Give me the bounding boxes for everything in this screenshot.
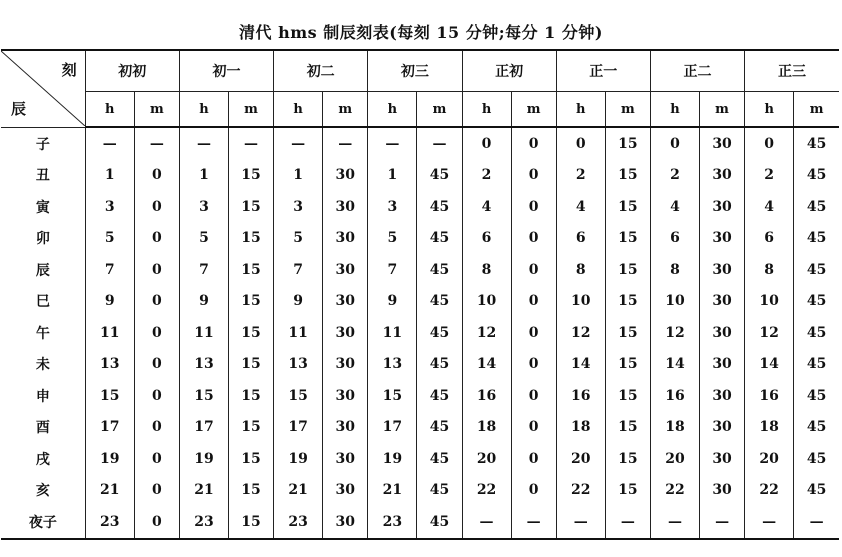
- hour-cell: —: [556, 506, 605, 539]
- minute-cell: 15: [605, 127, 650, 160]
- table-body: [1, 127, 839, 539]
- group-header-5: 正初: [462, 50, 556, 92]
- minute-cell: 0: [134, 160, 179, 192]
- minute-cell: 15: [229, 443, 274, 475]
- hour-cell: 2: [556, 160, 605, 192]
- group-header-8: 正三: [745, 50, 839, 92]
- minute-cell: 15: [229, 160, 274, 192]
- hour-cell: 4: [462, 191, 511, 223]
- hour-cell: —: [179, 127, 228, 160]
- hour-cell: 20: [462, 443, 511, 475]
- hour-cell: 19: [368, 443, 417, 475]
- hour-cell: 12: [650, 317, 699, 349]
- hour-cell: 23: [179, 506, 228, 539]
- hour-cell: 10: [462, 286, 511, 318]
- minute-cell: 30: [323, 349, 368, 381]
- minute-cell: 0: [511, 317, 556, 349]
- minute-cell: 15: [229, 506, 274, 539]
- hour-cell: 7: [368, 254, 417, 286]
- hour-cell: 12: [462, 317, 511, 349]
- minute-cell: 45: [794, 475, 839, 507]
- hour-cell: 4: [556, 191, 605, 223]
- minute-cell: 30: [323, 317, 368, 349]
- hour-cell: 5: [368, 223, 417, 255]
- hour-cell: 1: [85, 160, 134, 192]
- hour-cell: 2: [745, 160, 794, 192]
- minute-cell: 0: [511, 191, 556, 223]
- unit-m-header: m: [323, 92, 368, 128]
- hour-cell: 1: [368, 160, 417, 192]
- hour-cell: 13: [179, 349, 228, 381]
- minute-cell: —: [134, 127, 179, 160]
- minute-cell: 15: [229, 349, 274, 381]
- hour-cell: 0: [556, 127, 605, 160]
- minute-cell: 0: [134, 191, 179, 223]
- minute-cell: 15: [605, 160, 650, 192]
- hour-cell: 0: [462, 127, 511, 160]
- hour-cell: 22: [462, 475, 511, 507]
- minute-cell: 45: [794, 286, 839, 318]
- hour-cell: 7: [85, 254, 134, 286]
- hour-cell: 8: [556, 254, 605, 286]
- minute-cell: 0: [511, 443, 556, 475]
- minute-cell: 15: [605, 286, 650, 318]
- hour-cell: 12: [556, 317, 605, 349]
- minute-cell: 45: [794, 412, 839, 444]
- minute-cell: 30: [700, 286, 745, 318]
- row-label: 午: [1, 317, 85, 349]
- hour-cell: 2: [462, 160, 511, 192]
- minute-cell: —: [323, 127, 368, 160]
- minute-cell: 45: [417, 443, 462, 475]
- hour-cell: 10: [650, 286, 699, 318]
- minute-cell: 45: [417, 412, 462, 444]
- minute-cell: 30: [700, 412, 745, 444]
- hour-cell: 19: [179, 443, 228, 475]
- hour-cell: 14: [745, 349, 794, 381]
- minute-cell: 45: [417, 317, 462, 349]
- group-header-4: 初三: [368, 50, 462, 92]
- hour-cell: 14: [650, 349, 699, 381]
- row-label: 巳: [1, 286, 85, 318]
- minute-cell: —: [700, 506, 745, 539]
- minute-cell: 45: [417, 286, 462, 318]
- hour-cell: 19: [85, 443, 134, 475]
- minute-cell: 45: [794, 127, 839, 160]
- time-conversion-table: [1, 49, 839, 540]
- minute-cell: 0: [511, 127, 556, 160]
- minute-cell: 0: [134, 317, 179, 349]
- hour-cell: —: [368, 127, 417, 160]
- row-label: 酉: [1, 412, 85, 444]
- hour-cell: 21: [368, 475, 417, 507]
- row-label: 亥: [1, 475, 85, 507]
- unit-h-header: h: [85, 92, 134, 128]
- hour-cell: 6: [650, 223, 699, 255]
- minute-cell: 45: [417, 160, 462, 192]
- unit-header-row: [1, 92, 839, 128]
- hour-cell: 19: [274, 443, 323, 475]
- hour-cell: 23: [274, 506, 323, 539]
- group-header-1: 初初: [85, 50, 179, 92]
- unit-m-header: m: [417, 92, 462, 128]
- row-label: 寅: [1, 191, 85, 223]
- hour-cell: 22: [556, 475, 605, 507]
- hour-cell: 17: [274, 412, 323, 444]
- minute-cell: 30: [700, 223, 745, 255]
- minute-cell: 30: [700, 443, 745, 475]
- unit-h-header: h: [179, 92, 228, 128]
- table-row: [1, 254, 839, 286]
- row-label: 子: [1, 127, 85, 160]
- unit-h-header: h: [556, 92, 605, 128]
- hour-cell: 7: [274, 254, 323, 286]
- minute-cell: —: [605, 506, 650, 539]
- minute-cell: 30: [323, 380, 368, 412]
- hour-cell: 16: [650, 380, 699, 412]
- hour-cell: 6: [556, 223, 605, 255]
- minute-cell: 0: [511, 380, 556, 412]
- minute-cell: 30: [700, 254, 745, 286]
- minute-cell: 0: [134, 223, 179, 255]
- table-row: [1, 223, 839, 255]
- table-title: 清代 hms 制辰刻表(每刻 15 分钟;每分 1 分钟): [239, 23, 603, 42]
- table-row: [1, 160, 839, 192]
- row-label: 卯: [1, 223, 85, 255]
- hour-cell: 18: [745, 412, 794, 444]
- unit-m-header: m: [229, 92, 274, 128]
- hour-cell: 20: [745, 443, 794, 475]
- hour-cell: 10: [556, 286, 605, 318]
- hour-cell: 6: [745, 223, 794, 255]
- hour-cell: 3: [368, 191, 417, 223]
- hour-cell: 0: [650, 127, 699, 160]
- minute-cell: 45: [417, 380, 462, 412]
- hour-cell: 9: [85, 286, 134, 318]
- hour-cell: 17: [179, 412, 228, 444]
- hour-cell: 22: [650, 475, 699, 507]
- unit-h-header: h: [368, 92, 417, 128]
- minute-cell: 0: [511, 286, 556, 318]
- minute-cell: 45: [417, 254, 462, 286]
- minute-cell: 15: [229, 254, 274, 286]
- hour-cell: 16: [556, 380, 605, 412]
- hour-cell: 7: [179, 254, 228, 286]
- minute-cell: 0: [511, 254, 556, 286]
- hour-cell: 10: [745, 286, 794, 318]
- hour-cell: 3: [274, 191, 323, 223]
- minute-cell: 0: [134, 349, 179, 381]
- hour-cell: —: [85, 127, 134, 160]
- corner-cell: [1, 50, 85, 127]
- hour-cell: 15: [85, 380, 134, 412]
- table-row: [1, 506, 839, 539]
- hour-cell: 2: [650, 160, 699, 192]
- minute-cell: 30: [700, 191, 745, 223]
- minute-cell: 45: [794, 349, 839, 381]
- minute-cell: 15: [229, 380, 274, 412]
- hour-cell: 22: [745, 475, 794, 507]
- minute-cell: 15: [605, 443, 650, 475]
- minute-cell: 30: [700, 380, 745, 412]
- hour-cell: 11: [85, 317, 134, 349]
- minute-cell: 15: [605, 349, 650, 381]
- corner-bottom-label: 辰: [11, 99, 27, 118]
- hour-cell: 14: [462, 349, 511, 381]
- hour-cell: 18: [462, 412, 511, 444]
- hour-cell: 21: [274, 475, 323, 507]
- minute-cell: 30: [323, 223, 368, 255]
- unit-m-header: m: [700, 92, 745, 128]
- unit-m-header: m: [605, 92, 650, 128]
- row-label: 辰: [1, 254, 85, 286]
- row-label: 夜子: [1, 506, 85, 539]
- minute-cell: 30: [323, 412, 368, 444]
- hour-cell: 17: [368, 412, 417, 444]
- minute-cell: —: [417, 127, 462, 160]
- hour-cell: —: [745, 506, 794, 539]
- minute-cell: 30: [323, 286, 368, 318]
- hour-cell: —: [462, 506, 511, 539]
- hour-cell: 15: [274, 380, 323, 412]
- minute-cell: 45: [794, 223, 839, 255]
- minute-cell: —: [229, 127, 274, 160]
- hour-cell: 20: [650, 443, 699, 475]
- table-row: [1, 475, 839, 507]
- unit-m-header: m: [794, 92, 839, 128]
- minute-cell: 30: [323, 254, 368, 286]
- group-header-6: 正一: [556, 50, 650, 92]
- hour-cell: 8: [650, 254, 699, 286]
- minute-cell: 0: [511, 223, 556, 255]
- hour-cell: 3: [85, 191, 134, 223]
- group-header-3: 初二: [274, 50, 368, 92]
- minute-cell: 15: [605, 254, 650, 286]
- group-header-7: 正二: [650, 50, 744, 92]
- hour-cell: 21: [85, 475, 134, 507]
- hour-cell: 8: [462, 254, 511, 286]
- minute-cell: 15: [229, 191, 274, 223]
- minute-cell: 45: [417, 191, 462, 223]
- minute-cell: 15: [605, 191, 650, 223]
- unit-m-header: m: [134, 92, 179, 128]
- row-label: 未: [1, 349, 85, 381]
- hour-cell: 4: [745, 191, 794, 223]
- minute-cell: 0: [134, 475, 179, 507]
- hour-cell: 16: [745, 380, 794, 412]
- minute-cell: 30: [700, 127, 745, 160]
- minute-cell: 0: [134, 380, 179, 412]
- minute-cell: 0: [134, 506, 179, 539]
- minute-cell: 0: [134, 254, 179, 286]
- hour-cell: 8: [745, 254, 794, 286]
- hour-cell: 14: [556, 349, 605, 381]
- unit-h-header: h: [650, 92, 699, 128]
- unit-h-header: h: [274, 92, 323, 128]
- minute-cell: 15: [229, 412, 274, 444]
- hour-cell: 13: [368, 349, 417, 381]
- minute-cell: 30: [700, 475, 745, 507]
- hour-cell: 1: [274, 160, 323, 192]
- minute-cell: 30: [700, 317, 745, 349]
- minute-cell: 15: [229, 475, 274, 507]
- hour-cell: 5: [179, 223, 228, 255]
- minute-cell: 0: [511, 475, 556, 507]
- hour-cell: 5: [85, 223, 134, 255]
- minute-cell: 45: [417, 223, 462, 255]
- group-header-row: [1, 50, 839, 92]
- unit-h-header: h: [462, 92, 511, 128]
- table-row: [1, 349, 839, 381]
- row-label: 申: [1, 380, 85, 412]
- minute-cell: 45: [417, 475, 462, 507]
- hour-cell: 11: [368, 317, 417, 349]
- table-row: [1, 317, 839, 349]
- minute-cell: 0: [511, 412, 556, 444]
- hour-cell: 11: [179, 317, 228, 349]
- minute-cell: 15: [229, 317, 274, 349]
- hour-cell: 5: [274, 223, 323, 255]
- minute-cell: 45: [794, 160, 839, 192]
- hour-cell: 3: [179, 191, 228, 223]
- table-row: [1, 286, 839, 318]
- table-row: [1, 443, 839, 475]
- minute-cell: 45: [794, 254, 839, 286]
- minute-cell: 45: [794, 317, 839, 349]
- group-header-2: 初一: [179, 50, 273, 92]
- hour-cell: 4: [650, 191, 699, 223]
- minute-cell: 30: [323, 443, 368, 475]
- minute-cell: 0: [134, 443, 179, 475]
- hour-cell: 13: [85, 349, 134, 381]
- hour-cell: —: [274, 127, 323, 160]
- table-row: [1, 412, 839, 444]
- hour-cell: 21: [179, 475, 228, 507]
- minute-cell: —: [794, 506, 839, 539]
- hour-cell: 9: [368, 286, 417, 318]
- table-row: [1, 127, 839, 160]
- table-row: [1, 191, 839, 223]
- minute-cell: 15: [605, 223, 650, 255]
- hour-cell: 1: [179, 160, 228, 192]
- hour-cell: 6: [462, 223, 511, 255]
- hour-cell: 11: [274, 317, 323, 349]
- row-label: 丑: [1, 160, 85, 192]
- minute-cell: 30: [323, 160, 368, 192]
- minute-cell: 15: [605, 412, 650, 444]
- hour-cell: 16: [462, 380, 511, 412]
- hour-cell: 20: [556, 443, 605, 475]
- hour-cell: 23: [85, 506, 134, 539]
- corner-top-label: 刻: [61, 61, 77, 79]
- minute-cell: —: [511, 506, 556, 539]
- minute-cell: 0: [134, 286, 179, 318]
- hour-cell: 23: [368, 506, 417, 539]
- minute-cell: 30: [700, 160, 745, 192]
- hour-cell: 0: [745, 127, 794, 160]
- minute-cell: 45: [794, 443, 839, 475]
- hour-cell: —: [650, 506, 699, 539]
- hour-cell: 13: [274, 349, 323, 381]
- unit-m-header: m: [511, 92, 556, 128]
- hour-cell: 9: [274, 286, 323, 318]
- hour-cell: 17: [85, 412, 134, 444]
- hour-cell: 15: [179, 380, 228, 412]
- table-row: [1, 380, 839, 412]
- unit-h-header: h: [745, 92, 794, 128]
- hour-cell: 18: [650, 412, 699, 444]
- minute-cell: 30: [323, 191, 368, 223]
- minute-cell: 45: [417, 506, 462, 539]
- minute-cell: 0: [134, 412, 179, 444]
- minute-cell: 15: [605, 380, 650, 412]
- minute-cell: 15: [605, 475, 650, 507]
- minute-cell: 30: [323, 475, 368, 507]
- minute-cell: 30: [323, 506, 368, 539]
- minute-cell: 45: [794, 380, 839, 412]
- minute-cell: 0: [511, 349, 556, 381]
- hour-cell: 18: [556, 412, 605, 444]
- minute-cell: 15: [229, 223, 274, 255]
- minute-cell: 30: [700, 349, 745, 381]
- hour-cell: 9: [179, 286, 228, 318]
- hour-cell: 12: [745, 317, 794, 349]
- minute-cell: 45: [794, 191, 839, 223]
- row-label: 戌: [1, 443, 85, 475]
- minute-cell: 15: [605, 317, 650, 349]
- minute-cell: 45: [417, 349, 462, 381]
- minute-cell: 15: [229, 286, 274, 318]
- hour-cell: 15: [368, 380, 417, 412]
- minute-cell: 0: [511, 160, 556, 192]
